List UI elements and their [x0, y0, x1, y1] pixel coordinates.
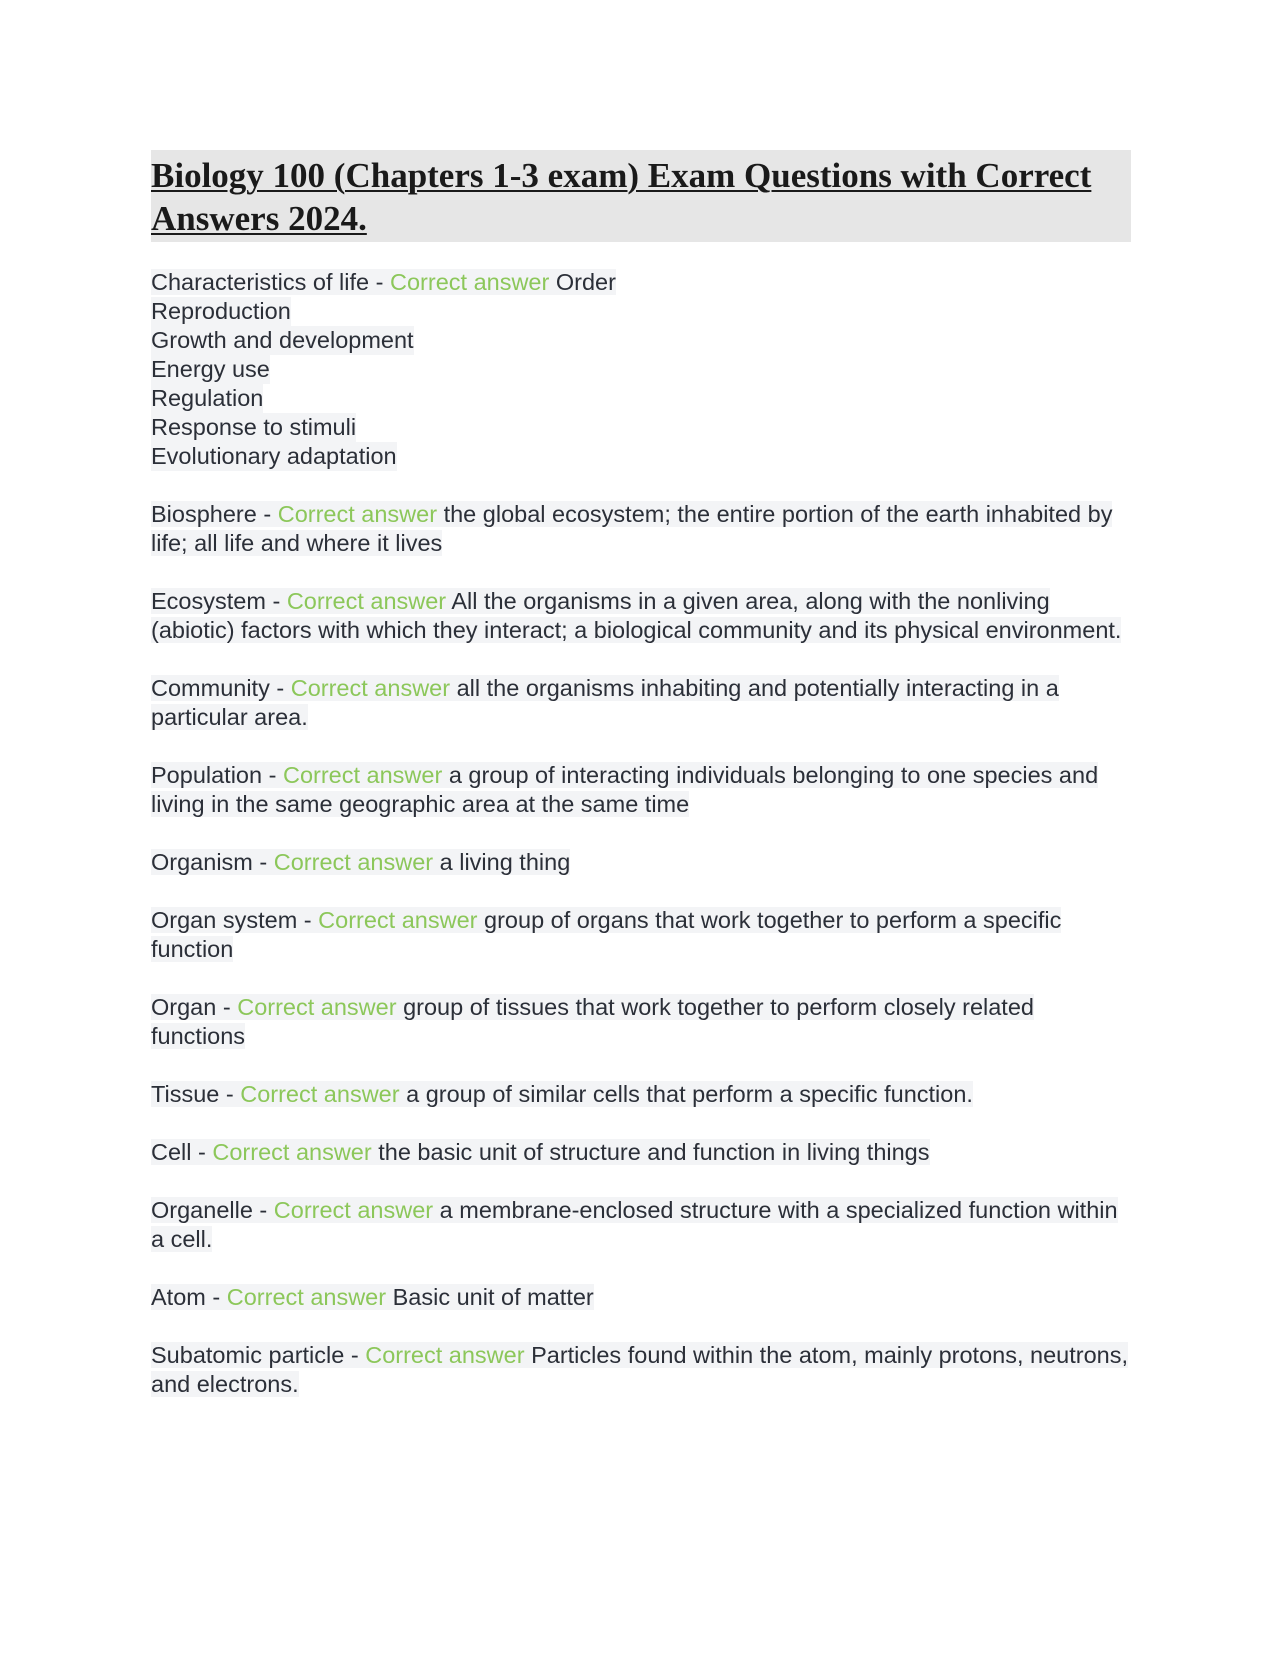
separator: -: [216, 994, 238, 1020]
title-banner: [151, 150, 1131, 242]
correct-answer-label: Correct answer: [226, 1284, 387, 1310]
correct-answer-label: Correct answer: [273, 849, 434, 875]
separator: -: [252, 849, 274, 875]
document-page: [151, 150, 1131, 1428]
term: Community: [151, 675, 270, 701]
qa-list: [151, 268, 1131, 1399]
correct-answer-label: Correct answer: [212, 1139, 372, 1165]
answer-text: Order: [549, 269, 616, 295]
separator: -: [219, 1081, 241, 1107]
answer-line: Reproduction: [151, 298, 291, 324]
correct-answer-label: Correct answer: [318, 907, 478, 933]
term: Ecosystem: [151, 588, 266, 614]
document-title: Biology 100 (Chapters 1-3 exam) Exam Questions with Correct Answers 2024.: [151, 156, 1092, 238]
separator: -: [252, 1197, 274, 1223]
answer-line: Growth and development: [151, 327, 414, 353]
answer-text: a group of similar cells that perform a specific function.: [399, 1081, 973, 1107]
qa-entry: [151, 848, 1131, 877]
qa-entry: [151, 674, 1131, 732]
answer-text: group of tissues that work together to perform closely related functions: [151, 994, 1034, 1049]
qa-entry: [151, 268, 1131, 471]
term: Population: [151, 762, 263, 788]
qa-entry: [151, 906, 1131, 964]
correct-answer-label: Correct answer: [240, 1081, 400, 1107]
term: Atom: [151, 1284, 206, 1310]
answer-text: group of organs that work together to perform a specific function: [151, 907, 1062, 962]
term: Organ: [151, 994, 217, 1020]
term: Biosphere: [151, 501, 257, 527]
qa-entry: [151, 761, 1131, 819]
separator: -: [262, 762, 283, 788]
answer-line: Regulation: [151, 385, 264, 411]
answer-text: all the organisms inhabiting and potentially interacting in a particular area.: [151, 675, 1059, 730]
correct-answer-label: Correct answer: [277, 501, 438, 527]
qa-entry: [151, 500, 1131, 558]
term: Characteristics of life: [151, 269, 370, 295]
term: Tissue: [151, 1081, 220, 1107]
answer-text: a membrane-enclosed structure with a specialized function within a cell.: [151, 1197, 1118, 1252]
answer-text: a living thing: [433, 849, 571, 875]
separator: -: [297, 907, 319, 933]
answer-text: Particles found within the atom, mainly protons, neutrons, and electrons.: [151, 1342, 1129, 1397]
separator: -: [256, 501, 278, 527]
answer-text: the basic unit of structure and function in living things: [371, 1139, 930, 1165]
correct-answer-label: Correct answer: [290, 675, 451, 701]
qa-entry: [151, 1196, 1131, 1254]
term: Organism: [151, 849, 253, 875]
separator: -: [344, 1342, 366, 1368]
answer-text: Basic unit of matter: [386, 1284, 594, 1310]
answer-line: Evolutionary adaptation: [151, 443, 397, 469]
term: Organ system: [151, 907, 298, 933]
qa-entry: [151, 993, 1131, 1051]
answer-line: Energy use: [151, 356, 270, 382]
term: Cell: [151, 1139, 192, 1165]
correct-answer-label: Correct answer: [365, 1342, 525, 1368]
correct-answer-label: Correct answer: [282, 762, 443, 788]
qa-entry: [151, 1080, 1131, 1109]
separator: -: [191, 1139, 213, 1165]
term: Subatomic particle: [151, 1342, 345, 1368]
qa-entry: [151, 1283, 1131, 1312]
separator: -: [269, 675, 291, 701]
answer-text: the global ecosystem; the entire portion of the earth inhabited by life; all life and where it lives: [151, 501, 1113, 556]
separator: -: [205, 1284, 227, 1310]
separator: -: [369, 269, 390, 295]
answer-text: a group of interacting individuals belonging to one species and living in the same geographic area at the same time: [151, 762, 1099, 817]
correct-answer-label: Correct answer: [273, 1197, 434, 1223]
correct-answer-label: Correct answer: [390, 269, 550, 295]
term: Organelle: [151, 1197, 253, 1223]
answer-line: Response to stimuli: [151, 414, 357, 440]
qa-entry: [151, 1341, 1131, 1399]
correct-answer-label: Correct answer: [286, 588, 447, 614]
qa-entry: [151, 587, 1131, 645]
separator: -: [265, 588, 287, 614]
qa-entry: [151, 1138, 1131, 1167]
correct-answer-label: Correct answer: [237, 994, 397, 1020]
answer-text: All the organisms in a given area, along with the nonliving (abiotic) factors with which they interact; a biological community and its physical environment.: [151, 588, 1122, 643]
